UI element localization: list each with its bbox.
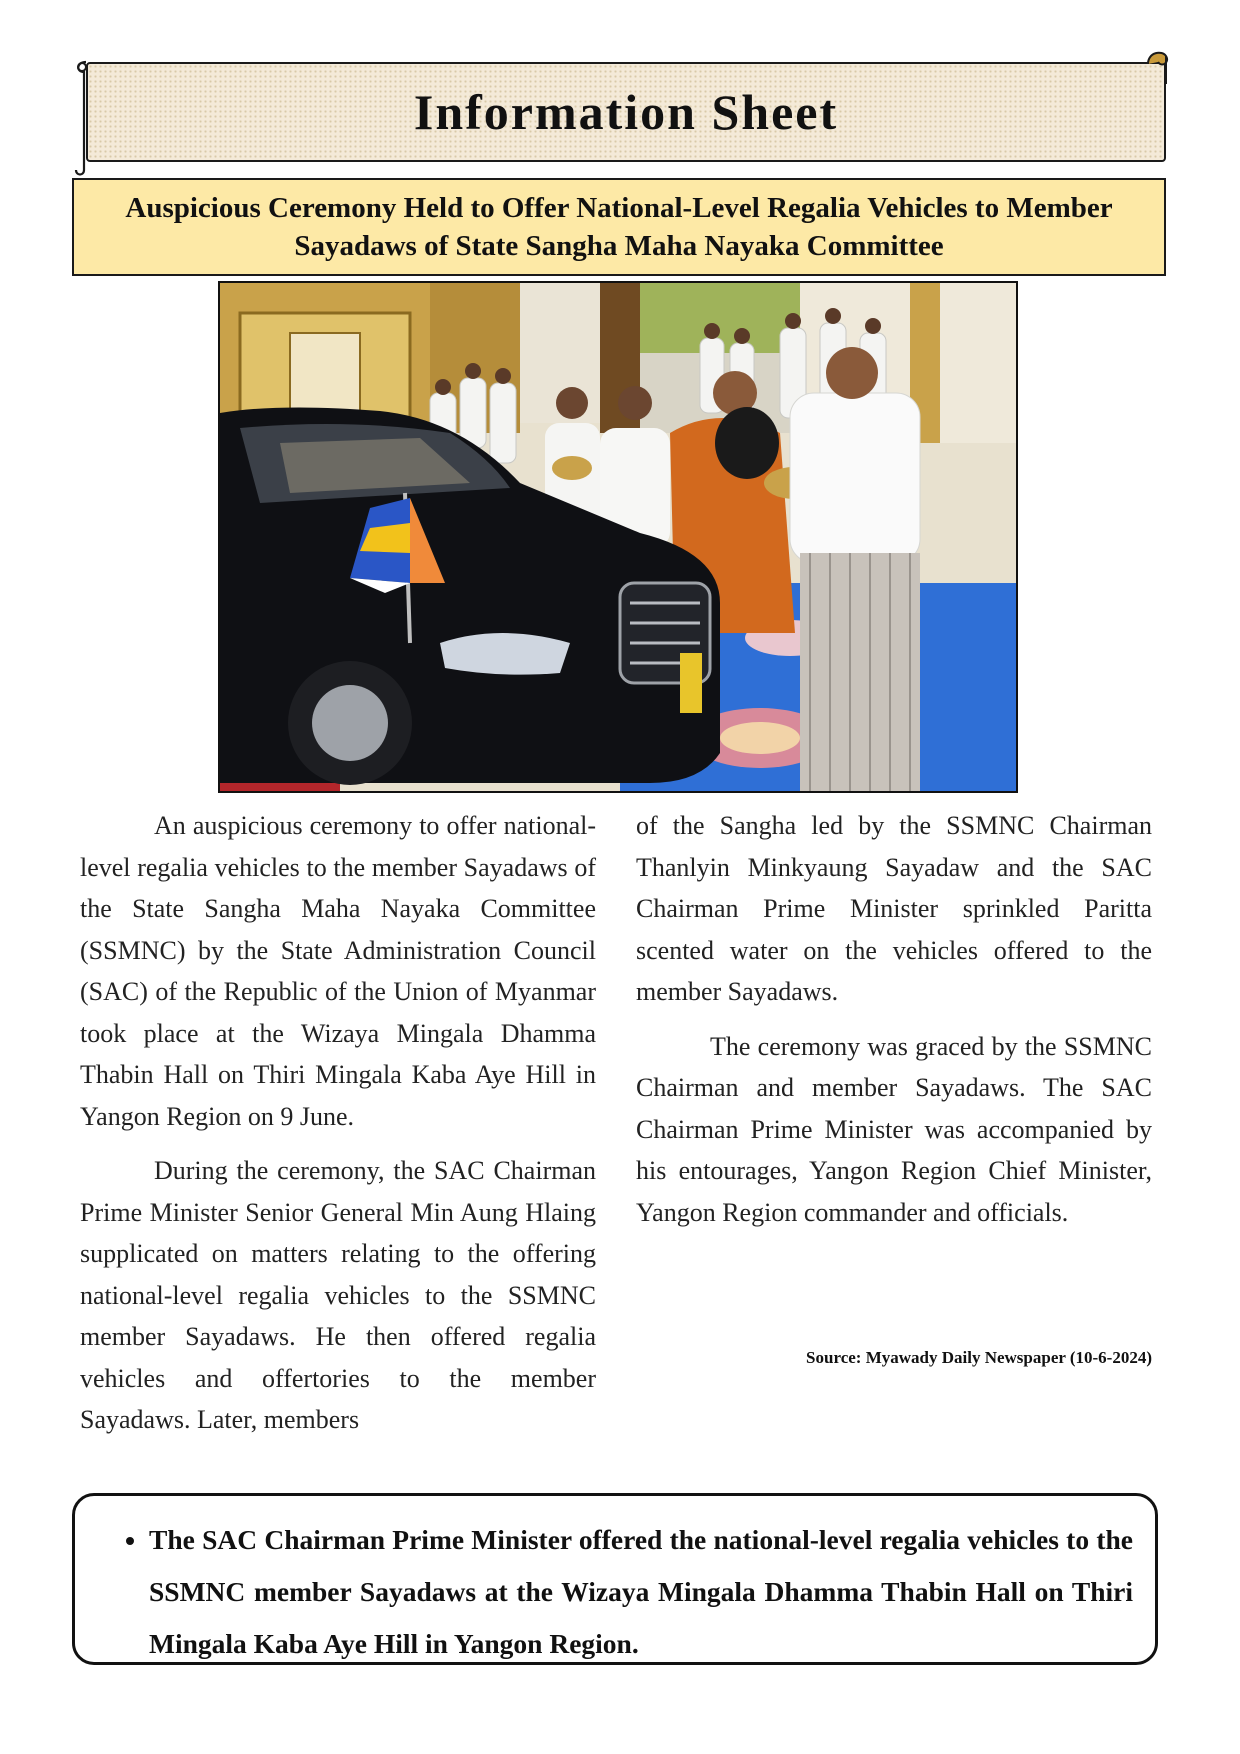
headline-line-2: Sayadaws of State Sangha Maha Nayaka Committee [294,230,944,262]
headline-line-1: Auspicious Ceremony Held to Offer National-Level Regalia Vehicles to Member [125,192,1113,224]
headline-box [72,178,1166,276]
article-paragraph-3: of the Sangha led by the SSMNC Chairman Thanlyin Minkyaung Sayadaw and the SAC Chairman Prime Minister sprinkled Paritta scented water on the vehicles offered to the member Sayadaws. [636,811,1152,1006]
scroll-curl-right-icon [1144,46,1174,86]
source-citation: Source: Myawady Daily Newspaper (10-6-2024) [806,1348,1152,1367]
ceremony-photo-illustration [220,283,1016,791]
summary-bullet: • The SAC Chairman Prime Minister offered the national-level regalia vehicles to the SSMNC member Sayadaws at the Wizaya Mingala Dhamma Thabin Hall on Thiri Mingala Kaba Aye Hill in Yangon Region. [149,1514,1133,1670]
article-column-right [636,805,1152,1233]
article-paragraph-2: During the ceremony, the SAC Chairman Prime Minister Senior General Min Aung Hlaing supplicated on matters relating to the offering national-level regalia vehicles to the SSMNC member Sayadaws. He then offered regalia vehicles and offertories to the member Sayadaws. Later, members [80,1156,596,1434]
title-banner [72,46,1174,178]
summary-box [72,1493,1158,1665]
page-title: Information Sheet [413,84,839,140]
summary-list [123,1514,1133,1670]
ceremony-photo [218,281,1018,793]
article-paragraph-4: The ceremony was graced by the SSMNC Chairman and member Sayadaws. The SAC Chairman Prime Minister was accompanied by his entourages, Yangon Region Chief Minister, Yangon Region commander and officials. [636,1031,1152,1227]
banner-panel [86,62,1166,162]
article-paragraph-1: An auspicious ceremony to offer national-level regalia vehicles to the member Sayadaws of the State Sangha Maha Nayaka Committee (SSMNC) by the State Administration Council (SAC) of the Republic of the Union of Myanmar took place at the Wizaya Mingala Dhamma Thabin Hall on Thiri Mingala Kaba Aye Hill in Yangon Region on 9 June. [80,811,596,1131]
article-column-left [80,805,596,1441]
